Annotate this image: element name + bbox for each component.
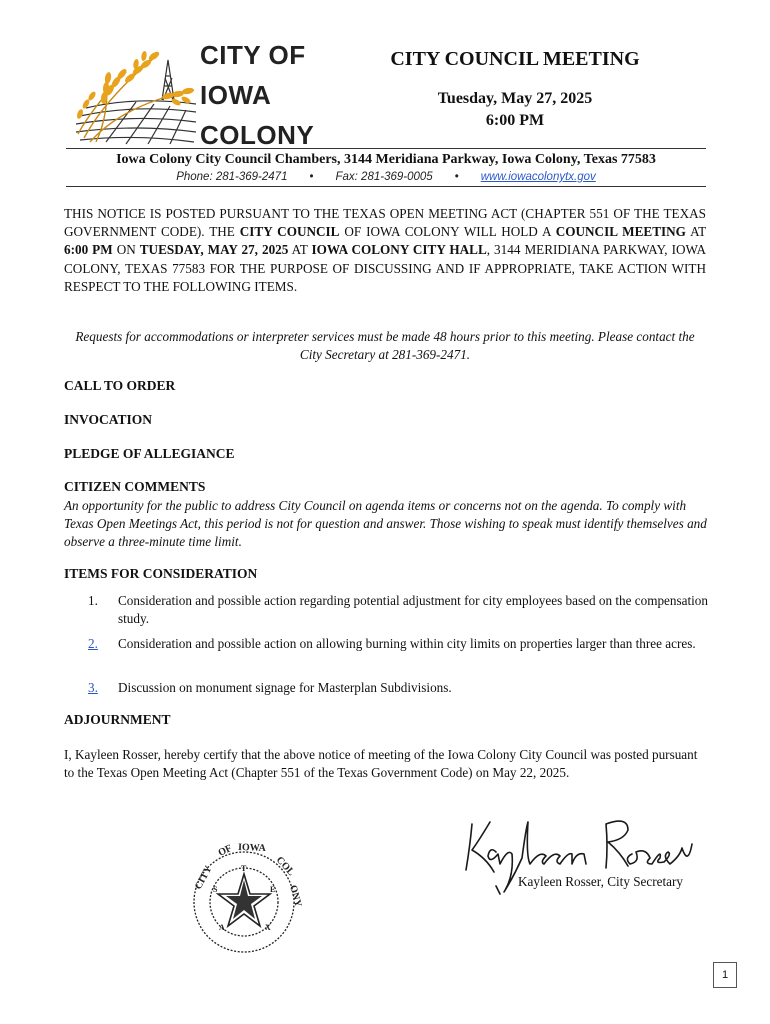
website-link[interactable]: www.iowacolonytx.gov xyxy=(480,171,596,183)
heading-items-for-consideration: ITEMS FOR CONSIDERATION xyxy=(64,566,258,581)
item-text: Consideration and possible action on allowing burning within city limits on properties larger than three acres. xyxy=(118,636,696,651)
heading-pledge: PLEDGE OF ALLEGIANCE xyxy=(64,446,235,461)
fax-number: Fax: 281-369-0005 xyxy=(335,171,433,183)
meeting-title: CITY COUNCIL MEETING xyxy=(390,48,640,70)
accommodations-note: Requests for accommodations or interpreter services must be made 48 hours prior to this meeting. Please contact the City Secretary at 281-369-2471. xyxy=(75,329,695,363)
logo-word-city-of: CITY OF xyxy=(200,40,306,70)
meeting-time: 6:00 PM xyxy=(485,112,545,129)
seal-ring-text: IOWA xyxy=(237,842,267,854)
heading-adjournment: ADJOURNMENT xyxy=(64,712,171,727)
certification-statement: I, Kayleen Rosser, hereby certify that the above notice of meeting of the Iowa Colony City Council was posted pursuant to the Texas Open Meeting Act (Chapter 551 of the Texas Government Code) on May 22, 2025. xyxy=(64,747,698,781)
contact-row xyxy=(66,171,706,183)
header-divider-bottom xyxy=(66,186,706,187)
city-logo xyxy=(66,38,316,150)
meeting-date: Tuesday, May 27, 2025 xyxy=(437,90,593,107)
seal-letter: A xyxy=(219,923,225,932)
item-number-link[interactable]: 2. xyxy=(88,636,98,651)
notice-text: , 3144 MERIDIANA PARKWAY, IOWA COLONY, TEXAS 77583 FOR THE PURPOSE OF DISCUSSING AND IF APPROPRIATE, TAKE ACTION WITH RESPECT TO THE FOLLOWING ITEMS. xyxy=(64,242,706,294)
notice-text: THIS NOTICE IS POSTED PURSUANT TO THE TEXAS OPEN MEETING ACT (CHAPTER 551 OF THE TEXAS GOVERNMENT CODE). THE xyxy=(64,206,706,240)
notice-bold-time: 6:00 PM xyxy=(64,242,113,258)
agenda-item xyxy=(88,635,708,653)
logo-word-iowa: IOWA xyxy=(200,80,272,110)
agenda-item xyxy=(88,679,708,697)
page-number: 1 xyxy=(713,962,737,988)
seal-ring-text: ONY xyxy=(287,883,304,909)
bullet-separator: • xyxy=(309,171,314,183)
seal-ring-text: COL xyxy=(273,854,297,879)
meeting-notice xyxy=(64,205,706,296)
notice-text: ON xyxy=(112,242,140,258)
header-divider-top xyxy=(66,148,706,149)
chambers-address: Iowa Colony City Council Chambers, 3144 Meridiana Parkway, Iowa Colony, Texas 77583 xyxy=(116,152,656,167)
notice-bold-date: TUESDAY, MAY 27, 2025 xyxy=(139,242,289,258)
notice-bold-city-council: CITY COUNCIL xyxy=(239,224,340,240)
item-text: Discussion on monument signage for Masterplan Subdivisions. xyxy=(118,680,452,695)
seal-ring-text: OF xyxy=(216,842,234,859)
logo-word-colony: COLONY xyxy=(200,120,315,150)
notice-bold-location: IOWA COLONY CITY HALL xyxy=(311,242,487,258)
citizen-comments-description: An opportunity for the public to address City Council on agenda items or concerns not on the agenda. To comply with Texas Open Meetings Act, this period is not for question and answer. Those wishing to speak must identify themselves and observe a three-minute time limit. xyxy=(64,498,707,550)
agenda-item xyxy=(88,592,708,627)
seal-letter: X xyxy=(265,923,271,932)
seal-letter: E xyxy=(270,885,276,894)
item-number: 1. xyxy=(88,593,98,608)
wheat-field-logo-icon xyxy=(66,38,206,150)
heading-citizen-comments: CITIZEN COMMENTS xyxy=(64,479,206,494)
signature-caption: Kayleen Rosser, City Secretary xyxy=(518,874,683,889)
seal-letter: T xyxy=(241,864,247,873)
item-number-link[interactable]: 3. xyxy=(88,680,98,695)
phone-number: Phone: 281-369-2471 xyxy=(176,171,288,183)
notice-bold-council-meeting: COUNCIL MEETING xyxy=(555,224,686,240)
seal-letter: S xyxy=(213,885,218,894)
heading-invocation: INVOCATION xyxy=(64,412,152,427)
item-text: Consideration and possible action regarding potential adjustment for city employees based on the compensation study. xyxy=(118,593,708,626)
notice-text: AT xyxy=(288,242,312,258)
notice-text: AT xyxy=(685,224,706,240)
seal-ring-text: CITY xyxy=(192,864,215,892)
heading-call-to-order: CALL TO ORDER xyxy=(64,378,176,393)
notice-text: OF IOWA COLONY WILL HOLD A xyxy=(339,224,556,240)
bullet-separator: • xyxy=(454,171,459,183)
city-seal-icon xyxy=(186,834,306,964)
